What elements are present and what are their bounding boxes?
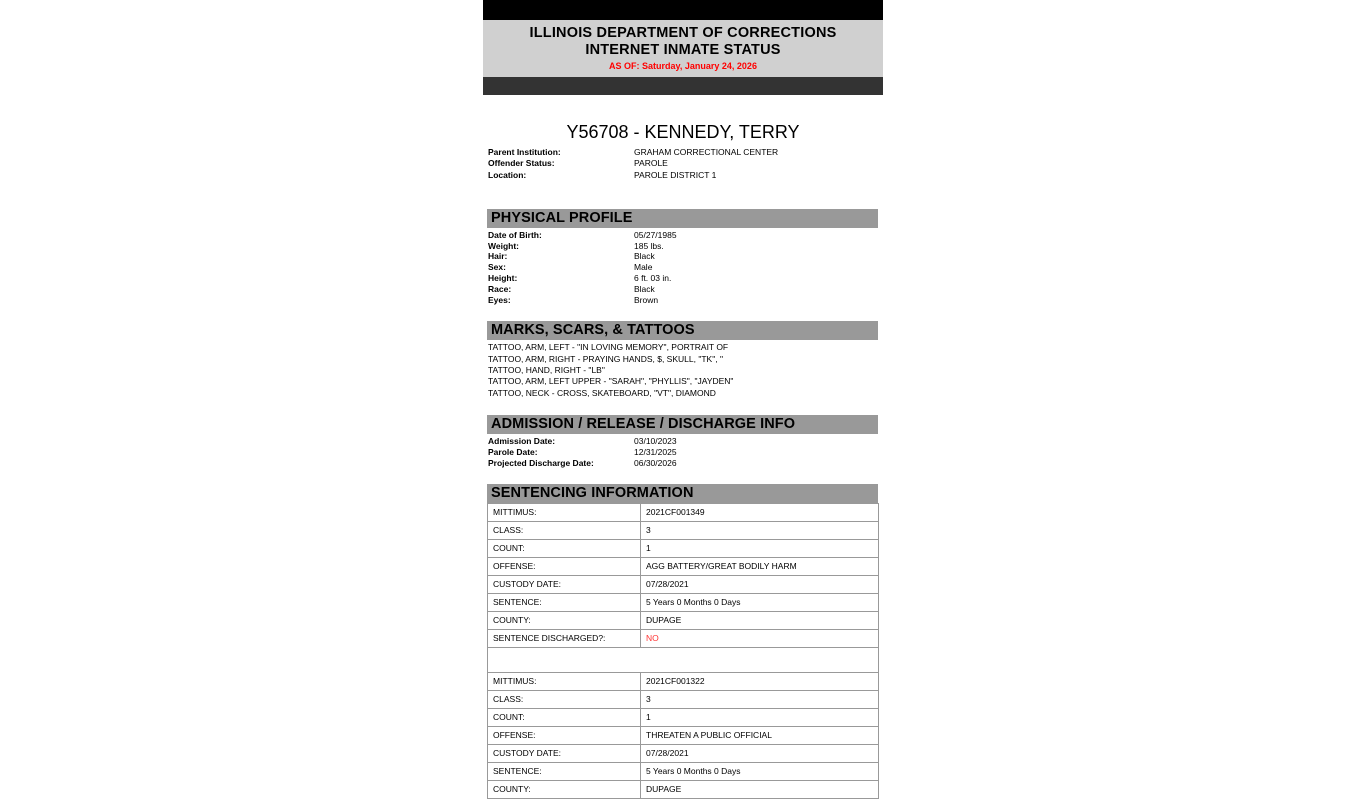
physical-profile-value: Male: [634, 262, 653, 273]
as-of-date: AS OF: Saturday, January 24, 2026: [609, 61, 757, 71]
table-cell-value: 5 Years 0 Months 0 Days: [641, 763, 879, 781]
table-row: [488, 630, 879, 648]
table-cell-label: OFFENSE:: [488, 727, 641, 745]
admission-label: Admission Date:: [488, 435, 556, 446]
table-cell-label: CLASS:: [488, 522, 641, 540]
table-cell-value: AGG BATTERY/GREAT BODILY HARM: [641, 558, 879, 576]
table-row: [488, 612, 879, 630]
agency-title-line-2: INTERNET INMATE STATUS: [585, 42, 781, 58]
identity-field-row: [488, 170, 778, 181]
inmate-status-page: [483, 0, 883, 799]
table-cell-label: COUNTY:: [488, 781, 641, 799]
list-item: TATTOO, HAND, RIGHT - "LB": [488, 365, 605, 376]
identity-field-row: [488, 147, 778, 158]
table-cell-label: OFFENSE:: [488, 558, 641, 576]
physical-profile-row: [488, 295, 677, 306]
table-cell-label: COUNT:: [488, 709, 641, 727]
inmate-identity: [483, 121, 883, 143]
table-cell-label: COUNTY:: [488, 612, 641, 630]
admission-value: 12/31/2025: [634, 446, 677, 457]
physical-profile-row: [488, 284, 677, 295]
table-cell-value: 3: [641, 691, 879, 709]
section-header-admission-release-discharge: ADMISSION / RELEASE / DISCHARGE INFO: [487, 415, 878, 434]
admission-row: [488, 458, 677, 469]
table-cell-value: DUPAGE: [641, 612, 879, 630]
agency-title-line-1: ILLINOIS DEPARTMENT OF CORRECTIONS: [529, 25, 837, 41]
table-row: [488, 781, 879, 799]
table-cell-label: MITTIMUS:: [488, 504, 641, 522]
identity-field-value: PAROLE DISTRICT 1: [634, 169, 717, 180]
physical-profile-label: Race:: [488, 283, 512, 294]
masthead-body: [483, 20, 883, 77]
table-row: [488, 540, 879, 558]
table-cell-value: 2021CF001322: [641, 673, 879, 691]
physical-profile-value: Black: [634, 251, 655, 262]
masthead-top-rule: [483, 0, 883, 20]
table-row-spacer: [488, 648, 879, 673]
table-cell-label: CUSTODY DATE:: [488, 745, 641, 763]
table-cell-value: 1: [641, 709, 879, 727]
table-cell-value: 5 Years 0 Months 0 Days: [641, 594, 879, 612]
sentencing-information-table: [487, 503, 879, 799]
table-cell-value: DUPAGE: [641, 781, 879, 799]
physical-profile-value: 185 lbs.: [634, 240, 664, 251]
table-row: [488, 522, 879, 540]
table-cell-value: 1: [641, 540, 879, 558]
list-item: TATTOO, NECK - CROSS, SKATEBOARD, "VT", DIAMOND: [488, 387, 716, 398]
physical-profile-row: [488, 273, 677, 284]
admission-value: 03/10/2023: [634, 435, 677, 446]
physical-profile-label: Height:: [488, 273, 518, 284]
table-row: [488, 594, 879, 612]
spacer: [483, 181, 883, 209]
section-header-marks-scars-tattoos: MARKS, SCARS, & TATTOOS: [487, 321, 878, 340]
physical-profile-label: Date of Birth:: [488, 229, 542, 240]
page-title: Y56708 - KENNEDY, TERRY: [566, 122, 800, 142]
identity-field-row: [488, 158, 778, 169]
identity-field-value: GRAHAM CORRECTIONAL CENTER: [634, 147, 779, 157]
table-cell-label: CUSTODY DATE:: [488, 576, 641, 594]
table-cell-label: SENTENCE:: [488, 594, 641, 612]
identity-field-label: Parent Institution:: [488, 147, 561, 157]
physical-profile-row: [488, 241, 677, 252]
identity-field-label: Offender Status:: [488, 158, 555, 169]
physical-profile-label: Sex:: [488, 262, 506, 273]
table-cell-label: MITTIMUS:: [488, 673, 641, 691]
spacer: [483, 399, 883, 415]
table-row: [488, 691, 879, 709]
section-header-sentencing-information: SENTENCING INFORMATION: [487, 484, 878, 503]
table-row: [488, 745, 879, 763]
list-item: TATTOO, ARM, LEFT UPPER - "SARAH", "PHYLLIS", "JAYDEN": [488, 376, 734, 387]
list-item: TATTOO, ARM, LEFT - "IN LOVING MEMORY", PORTRAIT OF: [488, 342, 729, 353]
physical-profile-label: Hair:: [488, 251, 508, 262]
table-row: [488, 504, 879, 522]
masthead: [483, 0, 883, 95]
physical-profile-fields: [488, 230, 677, 306]
physical-profile-value: Brown: [634, 294, 659, 305]
table-row: [488, 727, 879, 745]
physical-profile-label: Eyes:: [488, 294, 511, 305]
table-cell-value: 07/28/2021: [641, 576, 879, 594]
masthead-bottom-rule: [483, 77, 883, 95]
table-row: [488, 648, 879, 673]
marks-scars-tattoos-list: [488, 342, 883, 398]
identity-field-value: PAROLE: [634, 158, 668, 169]
table-cell-value: 2021CF001349: [641, 504, 879, 522]
table-row: [488, 558, 879, 576]
identity-field-label: Location:: [488, 169, 527, 180]
admission-release-discharge-fields: [488, 436, 677, 468]
table-cell-label: CLASS:: [488, 691, 641, 709]
table-cell-value: 07/28/2021: [641, 745, 879, 763]
table-cell-label: SENTENCE DISCHARGED?:: [488, 630, 641, 648]
table-cell-value: THREATEN A PUBLIC OFFICIAL: [641, 727, 879, 745]
table-row: [488, 576, 879, 594]
list-item: TATTOO, ARM, RIGHT - PRAYING HANDS, $, SKULL, "TK", ": [488, 353, 723, 364]
table-cell-label: COUNT:: [488, 540, 641, 558]
spacer: [483, 305, 883, 321]
physical-profile-row: [488, 262, 677, 273]
admission-row: [488, 447, 677, 458]
table-row: [488, 673, 879, 691]
physical-profile-value: 05/27/1985: [634, 229, 677, 240]
status-badge: NO: [641, 630, 879, 648]
physical-profile-row: [488, 251, 677, 262]
table-cell-label: SENTENCE:: [488, 763, 641, 781]
table-row: [488, 763, 879, 781]
section-header-physical-profile: PHYSICAL PROFILE: [487, 209, 878, 228]
physical-profile-label: Weight:: [488, 240, 520, 251]
physical-profile-value: 6 ft. 03 in.: [634, 273, 672, 284]
physical-profile-row: [488, 230, 677, 241]
admission-label: Parole Date:: [488, 446, 538, 457]
spacer: [483, 468, 883, 484]
physical-profile-value: Black: [634, 283, 655, 294]
admission-row: [488, 436, 677, 447]
identity-fields: [488, 147, 778, 181]
admission-value: 06/30/2026: [634, 457, 677, 468]
table-row: [488, 709, 879, 727]
table-cell-value: 3: [641, 522, 879, 540]
admission-label: Projected Discharge Date:: [488, 457, 594, 468]
